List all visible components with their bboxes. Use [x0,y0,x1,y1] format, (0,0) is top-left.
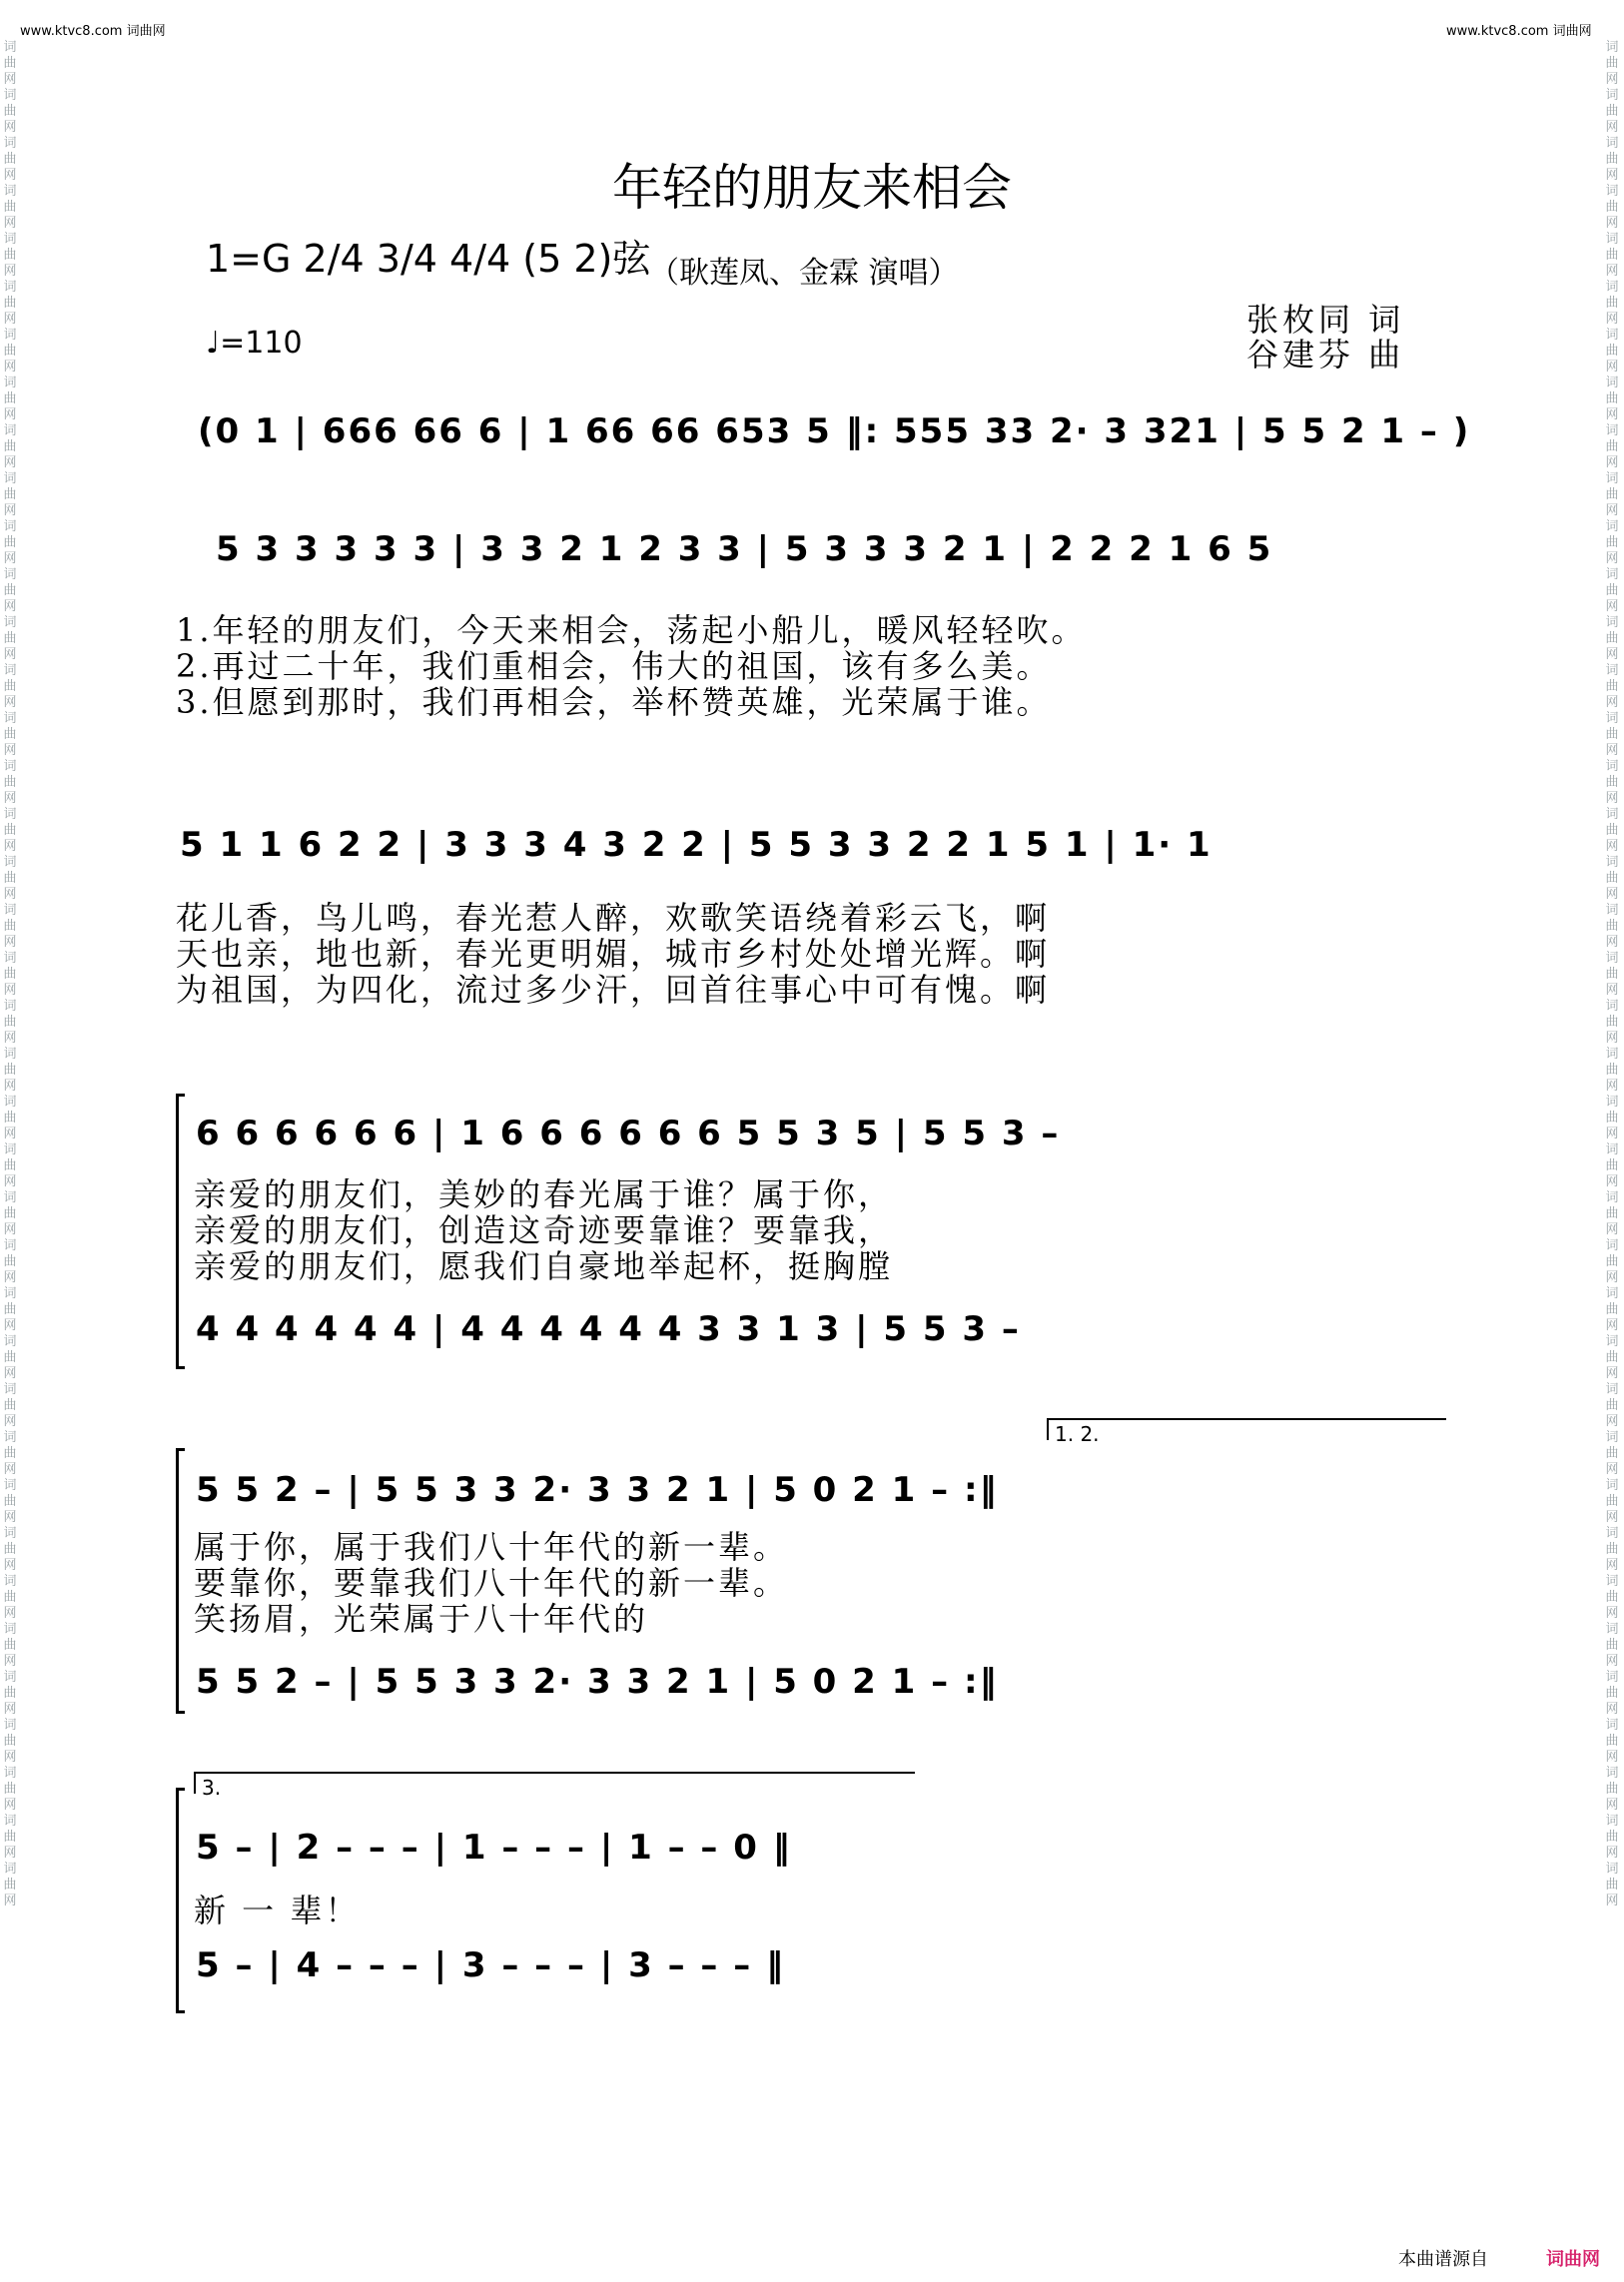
chorus-lyric-3: 亲爱的朋友们，愿我们自豪地举起杯，挺胸膛 [194,1247,894,1285]
intro-notes: (0 1 | 666 66 6 | 1 66 66 653 5 ‖: 555 33 2· 3 321 | 5 5 2 1 – ) [198,411,1471,451]
lyric-verse-2: 2.再过二十年，我们重相会，伟大的祖国，该有多么美。 [176,647,1052,685]
right-watermark: 词曲网词曲网词曲网词曲网词曲网词曲网词曲网词曲网词曲网词曲网词曲网词曲网词曲网词曲网词曲网词曲网词曲网词曲网词曲网词曲网词曲网词曲网词曲网词曲网词曲网词曲网词曲网词曲网词曲网词曲网词曲网词曲网词曲网词曲网词曲网词曲网词曲网词曲网词曲网 [1605,40,1619,1908]
ending-lyric: 新 一 辈！ [194,1892,361,1929]
system-brace-2 [176,1448,185,1714]
chorus-lower-notes-2: 5 5 2 – | 5 5 3 3 2· 3 3 2 1 | 5 0 2 1 – :‖ [196,1662,999,1702]
song-title: 年轻的朋友来相会 [612,159,1012,217]
lyric-verse-3: 3.但愿到那时，我们再相会，举杯赞英雄，光荣属于谁。 [176,683,1052,721]
verse-notes-1: 5 3 3 3 3 3 | 3 3 2 1 2 3 3 | 5 3 3 3 2 1 | 2 2 2 1 6 5 [216,529,1273,569]
system-brace-1 [176,1094,185,1369]
key-signature: 1=G 2/4 3/4 4/4 (5 2)弦 [206,237,651,281]
ending-lower-notes: 5 – | 4 – – – | 3 – – – | 3 – – – ‖ [196,1945,786,1985]
lyric-verse-1: 1.年轻的朋友们，今天来相会，荡起小船儿，暖风轻轻吹。 [176,611,1087,649]
header-left-url: www.ktvc8.com 词曲网 [20,24,166,39]
chorus-lyric-2b: 要靠你，要靠我们八十年代的新一辈。 [194,1564,789,1602]
chorus-lyric-1: 亲爱的朋友们，美妙的春光属于谁？属于你， [194,1175,894,1213]
footer-brand[interactable]: 词曲网 [1546,2249,1600,2270]
volta-1-2: 1. 2. [1047,1418,1446,1440]
lyric-verse-2b: 天也亲，地也新，春光更明媚，城市乡村处处增光辉。啊 [176,935,1051,973]
singers: （耿莲凤、金霖 演唱） [649,256,959,291]
tempo-marking: ♩=110 [206,326,303,361]
chorus-upper-notes: 6 6 6 6 6 6 | 1 6 6 6 6 6 6 5 5 3 5 | 5 5 3 – [196,1114,1061,1153]
header-right-url: www.ktvc8.com 词曲网 [1446,24,1592,39]
composer: 谷建芬 曲 [1246,336,1405,374]
chorus-lower-notes: 4 4 4 4 4 4 | 4 4 4 4 4 4 3 3 1 3 | 5 5 3 – [196,1309,1021,1349]
volta-3: 3. [194,1772,915,1794]
footer-source: 本曲谱源自 [1398,2249,1488,2270]
chorus-lyric-3b: 笑扬眉，光荣属于八十年代的 [194,1600,649,1638]
lyricist: 张枚同 词 [1246,301,1405,339]
system-brace-3 [176,1788,185,2013]
chorus-lyric-1b: 属于你，属于我们八十年代的新一辈。 [194,1528,789,1566]
lyric-verse-1b: 花儿香，鸟儿鸣，春光惹人醉，欢歌笑语绕着彩云飞，啊 [176,899,1051,937]
ending-upper-notes: 5 – | 2 – – – | 1 – – – | 1 – – 0 ‖ [196,1828,792,1868]
chorus-upper-notes-2: 5 5 2 – | 5 5 3 3 2· 3 3 2 1 | 5 0 2 1 – :‖ [196,1470,999,1510]
chorus-lyric-2: 亲爱的朋友们，创造这奇迹要靠谁？要靠我， [194,1211,894,1249]
verse-notes-2: 5 1 1 6 2 2 | 3 3 3 4 3 2 2 | 5 5 3 3 2 2 1 5 1 | 1· 1 [180,825,1213,865]
lyric-verse-3b: 为祖国，为四化，流过多少汗，回首往事心中可有愧。啊 [176,971,1051,1009]
left-watermark: 词曲网词曲网词曲网词曲网词曲网词曲网词曲网词曲网词曲网词曲网词曲网词曲网词曲网词曲网词曲网词曲网词曲网词曲网词曲网词曲网词曲网词曲网词曲网词曲网词曲网词曲网词曲网词曲网词曲网词曲网词曲网词曲网词曲网词曲网词曲网词曲网词曲网词曲网词曲网 [3,40,17,1908]
